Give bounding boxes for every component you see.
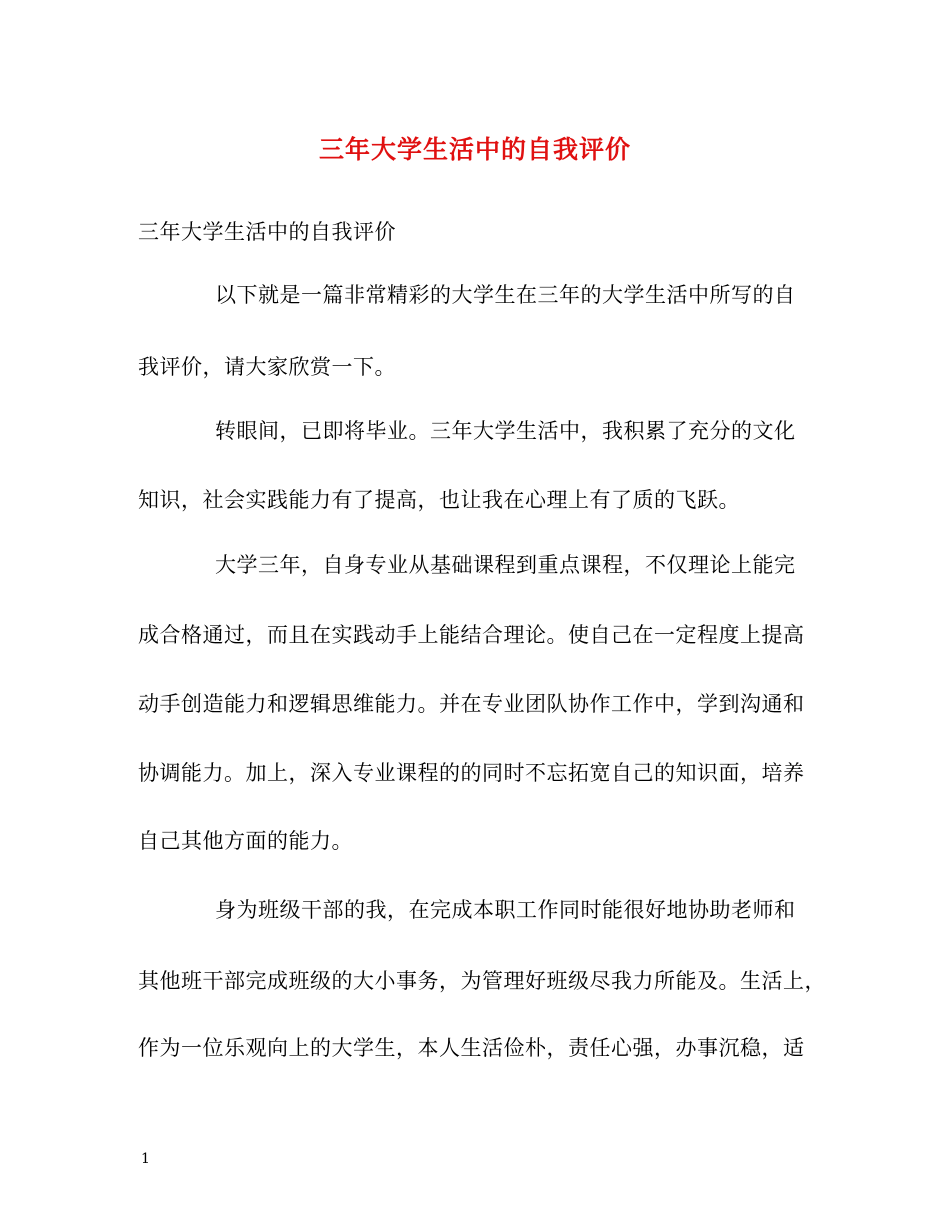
paragraph-line: 成合格通过，而且在实践动手上能结合理论。使自己在一定程度上提高 bbox=[138, 623, 805, 647]
document-title: 三年大学生活中的自我评价 bbox=[318, 135, 631, 164]
paragraph-line: 转眼间，已即将毕业。三年大学生活中，我积累了充分的文化 bbox=[215, 419, 796, 443]
paragraph-line: 作为一位乐观向上的大学生，本人生活俭朴，责任心强，办事沉稳，适 bbox=[138, 1036, 805, 1060]
paragraph-line: 其他班干部完成班级的大小事务，为管理好班级尽我力所能及。生活上， bbox=[138, 969, 826, 993]
paragraph-line: 我评价，请大家欣赏一下。 bbox=[138, 355, 396, 379]
paragraph-line: 协调能力。加上，深入专业课程的的同时不忘拓宽自己的知识面，培养 bbox=[138, 761, 805, 785]
paragraph-line: 知识，社会实践能力有了提高，也让我在心理上有了质的飞跃。 bbox=[138, 488, 740, 512]
paragraph-line: 自己其他方面的能力。 bbox=[138, 829, 353, 853]
subtitle-line: 三年大学生活中的自我评价 bbox=[138, 220, 396, 244]
paragraph-line: 身为班级干部的我，在完成本职工作同时能很好地协助老师和 bbox=[215, 898, 796, 922]
paragraph-line: 动手创造能力和逻辑思维能力。并在专业团队协作工作中，学到沟通和 bbox=[138, 692, 805, 716]
page-number: 1 bbox=[141, 1151, 150, 1167]
paragraph-line: 大学三年，自身专业从基础课程到重点课程，不仅理论上能完 bbox=[215, 553, 796, 577]
paragraph-line: 以下就是一篇非常精彩的大学生在三年的大学生活中所写的自 bbox=[215, 283, 796, 307]
